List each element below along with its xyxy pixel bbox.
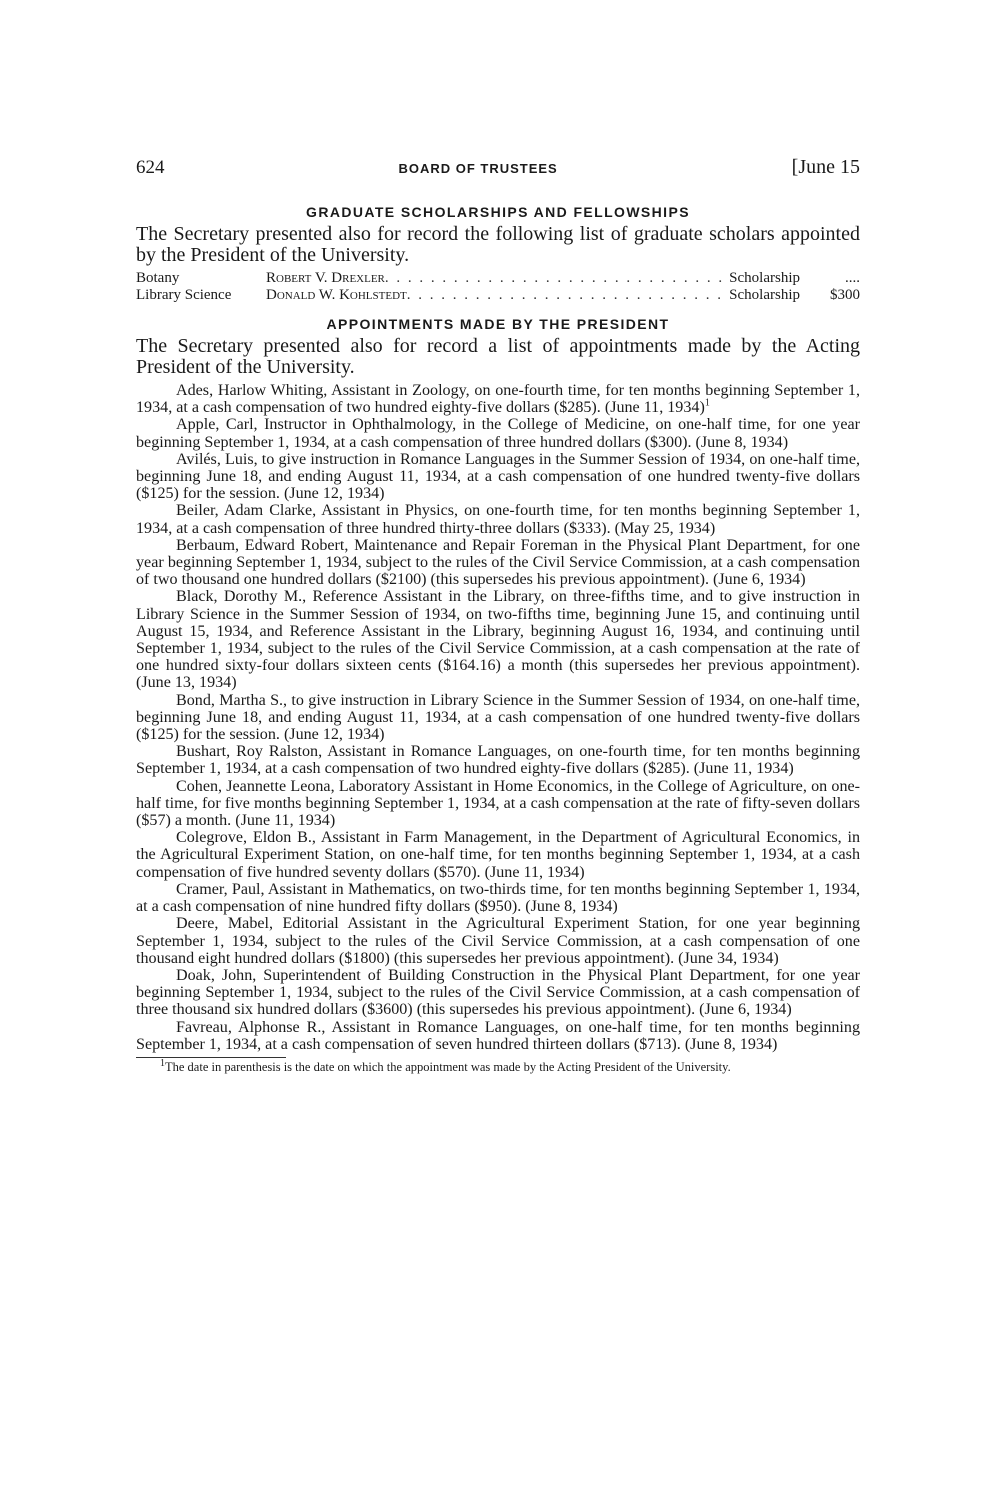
appointment-entry: Cramer, Paul, Assistant in Mathematics, on two-thirds time, for ten months beginning September 1, 1934, at a cash compensation of nine hundred fifty dollars ($950). (June 8, 1934) [136,880,860,916]
appointment-entry: Avilés, Luis, to give instruction in Romance Languages in the Summer Session of 1934, on one-half time, beginning June 18, and ending August 11, 1934, at a cash compensation of one hundred twenty-five dollars ($125) for the session. (June 12, 1934) [136,450,860,503]
appointment-entry: Doak, John, Superintendent of Building Construction in the Physical Plant Department, for one year beginning September 1, 1934, subject to the rules of the Civil Service Commission, at a cash compensation of three thousand six hundred dollars ($3600) (this supersedes his previous appointment). (June 6, 1934) [136,966,860,1019]
footnote [136,1057,860,1074]
appointment-entry [136,382,860,416]
appointment-entry: Beiler, Adam Clarke, Assistant in Physics, on one-fourth time, for ten months beginning September 1, 1934, at a cash compensation of three hundred thirty-three dollars ($333). (May 25, 1934) [136,502,860,537]
appointment-entry: Favreau, Alphonse R., Assistant in Romance Languages, on one-half time, for ten months beginning September 1, 1934, at a cash compensation of seven hundred thirteen dollars ($713). (June 8, 1934) [136,1018,860,1053]
scholarship-name: Donald W. Kohlstedt [266,287,407,303]
footnote-text: The date in parenthesis is the date on which the appointment was made by the Acting President of the University. [165,1059,731,1074]
appointments-section-intro: The Secretary presented also for record a list of appointments made by the Acting President of the University. [136,335,860,378]
appointments-section-title: APPOINTMENTS MADE BY THE PRESIDENT [326,316,670,332]
scholarship-name: Robert V. Drexler [266,270,385,286]
scholarship-type: Scholarship [729,287,800,303]
appointment-text: Ades, Harlow Whiting, Assistant in Zoology, on one-fourth time, for ten months beginning September 1, 1934, at a cash compensation of two hundred eighty-five dollars ($285). (June 11, 1934) [136,382,860,417]
running-header [136,156,860,192]
scholarship-row [136,270,860,287]
dot-leader [385,270,729,287]
graduate-section-title: GRADUATE SCHOLARSHIPS AND FELLOWSHIPS [306,204,690,220]
appointment-entry: Berbaum, Edward Robert, Maintenance and Repair Foreman in the Physical Plant Department, for one year beginning September 1, 1934, subject to the rules of the Civil Service Commission, at a cash compensation of two thousand one hundred dollars ($2100) (this supersedes his previous appointment). (June 6, 1934) [136,536,860,589]
scholarship-department: Botany [136,270,180,286]
graduate-section-intro: The Secretary presented also for record the following list of graduate scholars appointed by the President of the University. [136,223,860,266]
appointment-entry: Apple, Carl, Instructor in Ophthalmology, in the College of Medicine, on one-half time, for one year beginning September 1, 1934, at a cash compensation of three hundred dollars ($300). (June 8, 1934) [136,416,860,451]
scholarship-amount: $300 [830,287,860,303]
scholarship-amount: .... [845,270,860,286]
appointment-entry: Cohen, Jeannette Leona, Laboratory Assistant in Home Economics, in the College of Agriculture, on one-half time, for five months beginning September 1, 1934, at a cash compensation at the rate of fifty-seven dollars ($57) a month. (June 11, 1934) [136,777,860,830]
document-page [136,156,860,1074]
appointment-entry: Bushart, Roy Ralston, Assistant in Romance Languages, on one-fourth time, for ten months beginning September 1, 1934, at a cash compensation of two hundred eighty-five dollars ($285). (June 11, 1934) [136,743,860,778]
scholarship-row [136,287,860,304]
appointment-entry: Colegrove, Eldon B., Assistant in Farm Management, in the Department of Agricultural Economics, in the Agricultural Experiment Station, on one-half time, for ten months beginning September 1, 1934, at a cash compensation of five hundred seventy dollars ($570). (June 11, 1934) [136,829,860,881]
appointment-entry: Black, Dorothy M., Reference Assistant in the Library, on three-fifths time, and to give instruction in Library Science in the Summer Session of 1934, on two-fifths time, beginning June 15, and continuing until August 15, 1934, and Reference Assistant in the Library, beginning August 16, 1934, and continuing until September 1, 1934, subject to the rules of the Civil Service Commission, at a cash compensation at the rate of one hundred sixty-four dollars sixteen cents ($164.16) a month (this supersedes her previous appointment). (June 13, 1934) [136,588,860,692]
appointment-entry: Bond, Martha S., to give instruction in Library Science in the Summer Session of 1934, on one-half time, beginning June 18, and ending August 11, 1934, at a cash compensation of one hundred twenty-five dollars ($125) for the session. (June 12, 1934) [136,691,860,744]
footnote-ref: 1 [704,397,710,409]
scholarship-type: Scholarship [729,270,800,286]
appointment-entry: Deere, Mabel, Editorial Assistant in the Agricultural Experiment Station, for one year beginning September 1, 1934, subject to the rules of the Civil Service Commission, at a cash compensation of one thousand eight hundred dollars ($1800) (this supersedes her previous appointment). (June 34, 1934) [136,915,860,967]
page-number: 624 [136,157,165,178]
running-title: BOARD OF TRUSTEES [398,161,558,176]
footnote-divider [136,1057,286,1058]
footnote-marker: 1 [160,1057,165,1069]
header-date: [June 15 [791,156,860,178]
dot-leader [407,287,729,304]
scholarship-table [136,270,860,304]
appointment-list [136,382,860,1053]
scholarship-department: Library Science [136,287,232,303]
